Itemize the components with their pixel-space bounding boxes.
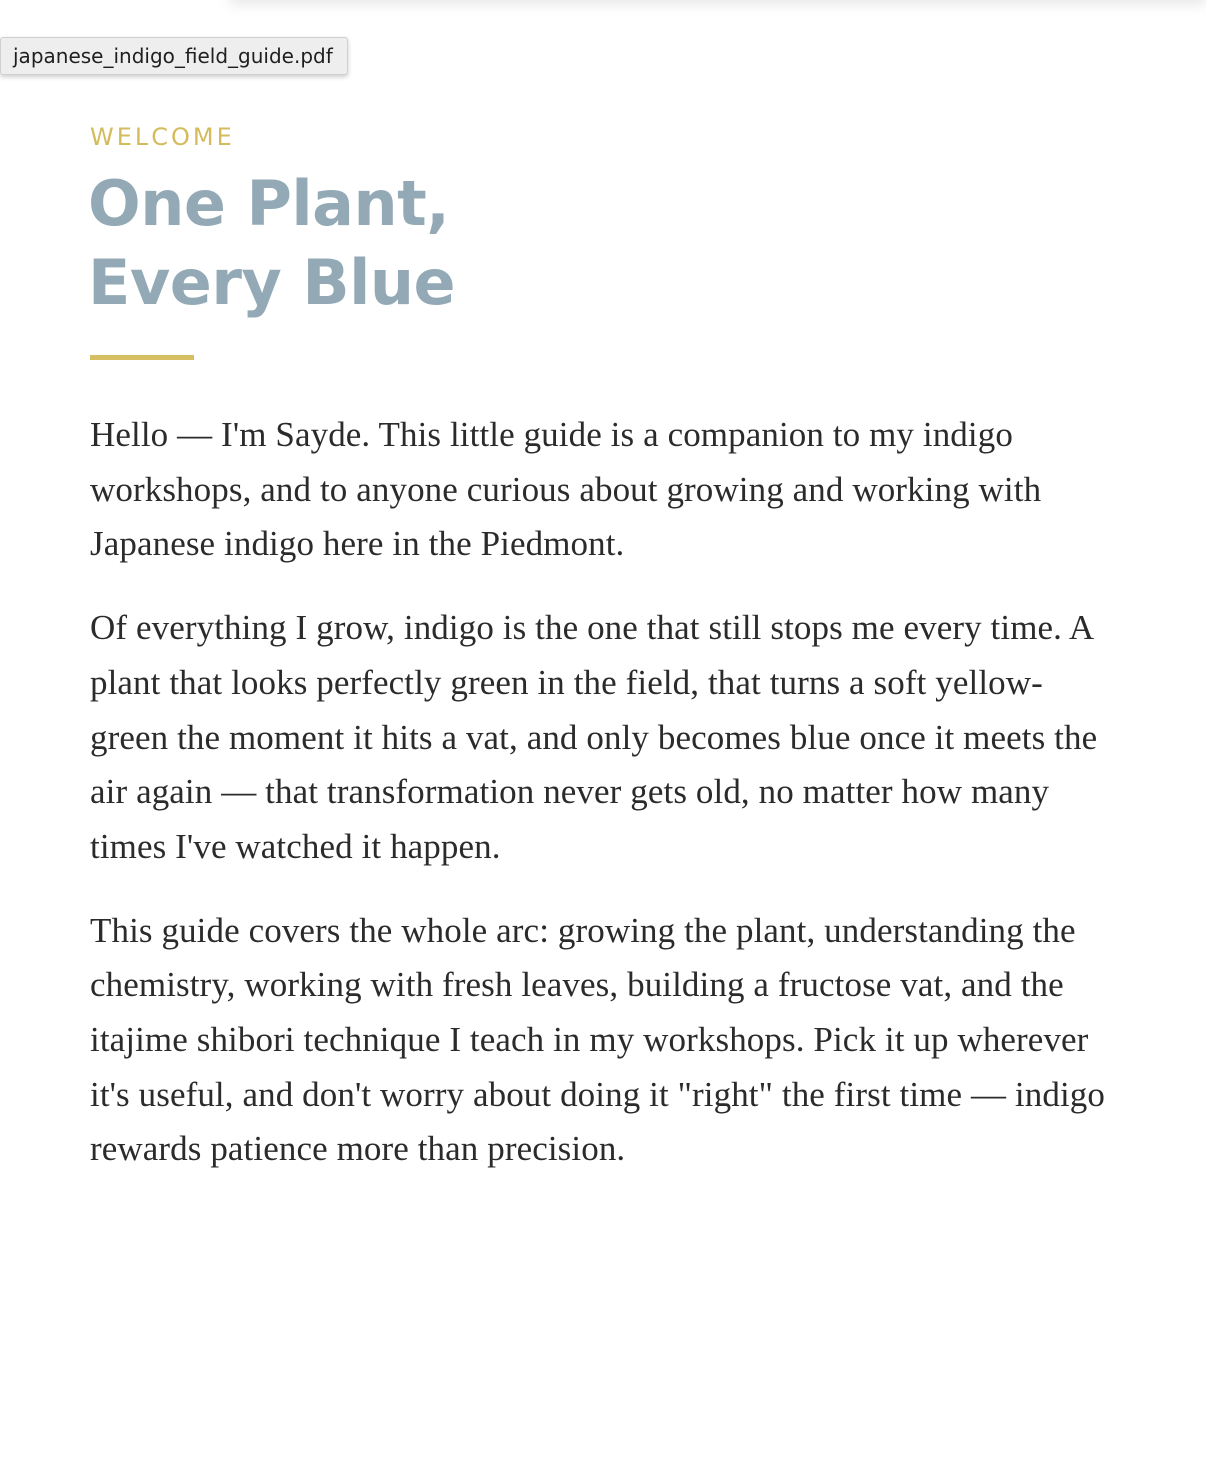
paragraph-intro: Hello — I'm Sayde. This little guide is a companion to my indigo workshops, and to anyone curious about growing and working with Japanese indigo here in the Piedmont. — [90, 415, 1042, 564]
body-text — [90, 408, 1110, 1177]
page-title — [88, 164, 1110, 322]
document-page — [90, 120, 1110, 1206]
filename-tooltip — [0, 37, 348, 75]
filename-label: japanese_indigo_field_guide.pdf — [13, 44, 333, 68]
page-title-line-2: Every Blue — [88, 246, 456, 319]
section-eyebrow: WELCOME — [90, 123, 235, 151]
accent-rule — [90, 355, 194, 360]
paragraph-guide-overview: This guide covers the whole arc: growing the plant, understanding the chemistry, working with fresh leaves, building a fructose vat, and the itajime shibori technique I teach in my workshops. Pick it up wherever it's useful, and don't worry about doing it "right" the first time — indigo rewards patience more than precision. — [90, 910, 1105, 1169]
page-title-line-1: One Plant, — [88, 167, 450, 240]
paragraph-transformation: Of everything I grow, indigo is the one that still stops me every time. A plant that looks perfectly green in the field, that turns a soft yellow-green the moment it hits a vat, and only becomes blue once it meets the air again — that transformation never gets old, no matter how many times I've watched it happen. — [90, 608, 1098, 866]
